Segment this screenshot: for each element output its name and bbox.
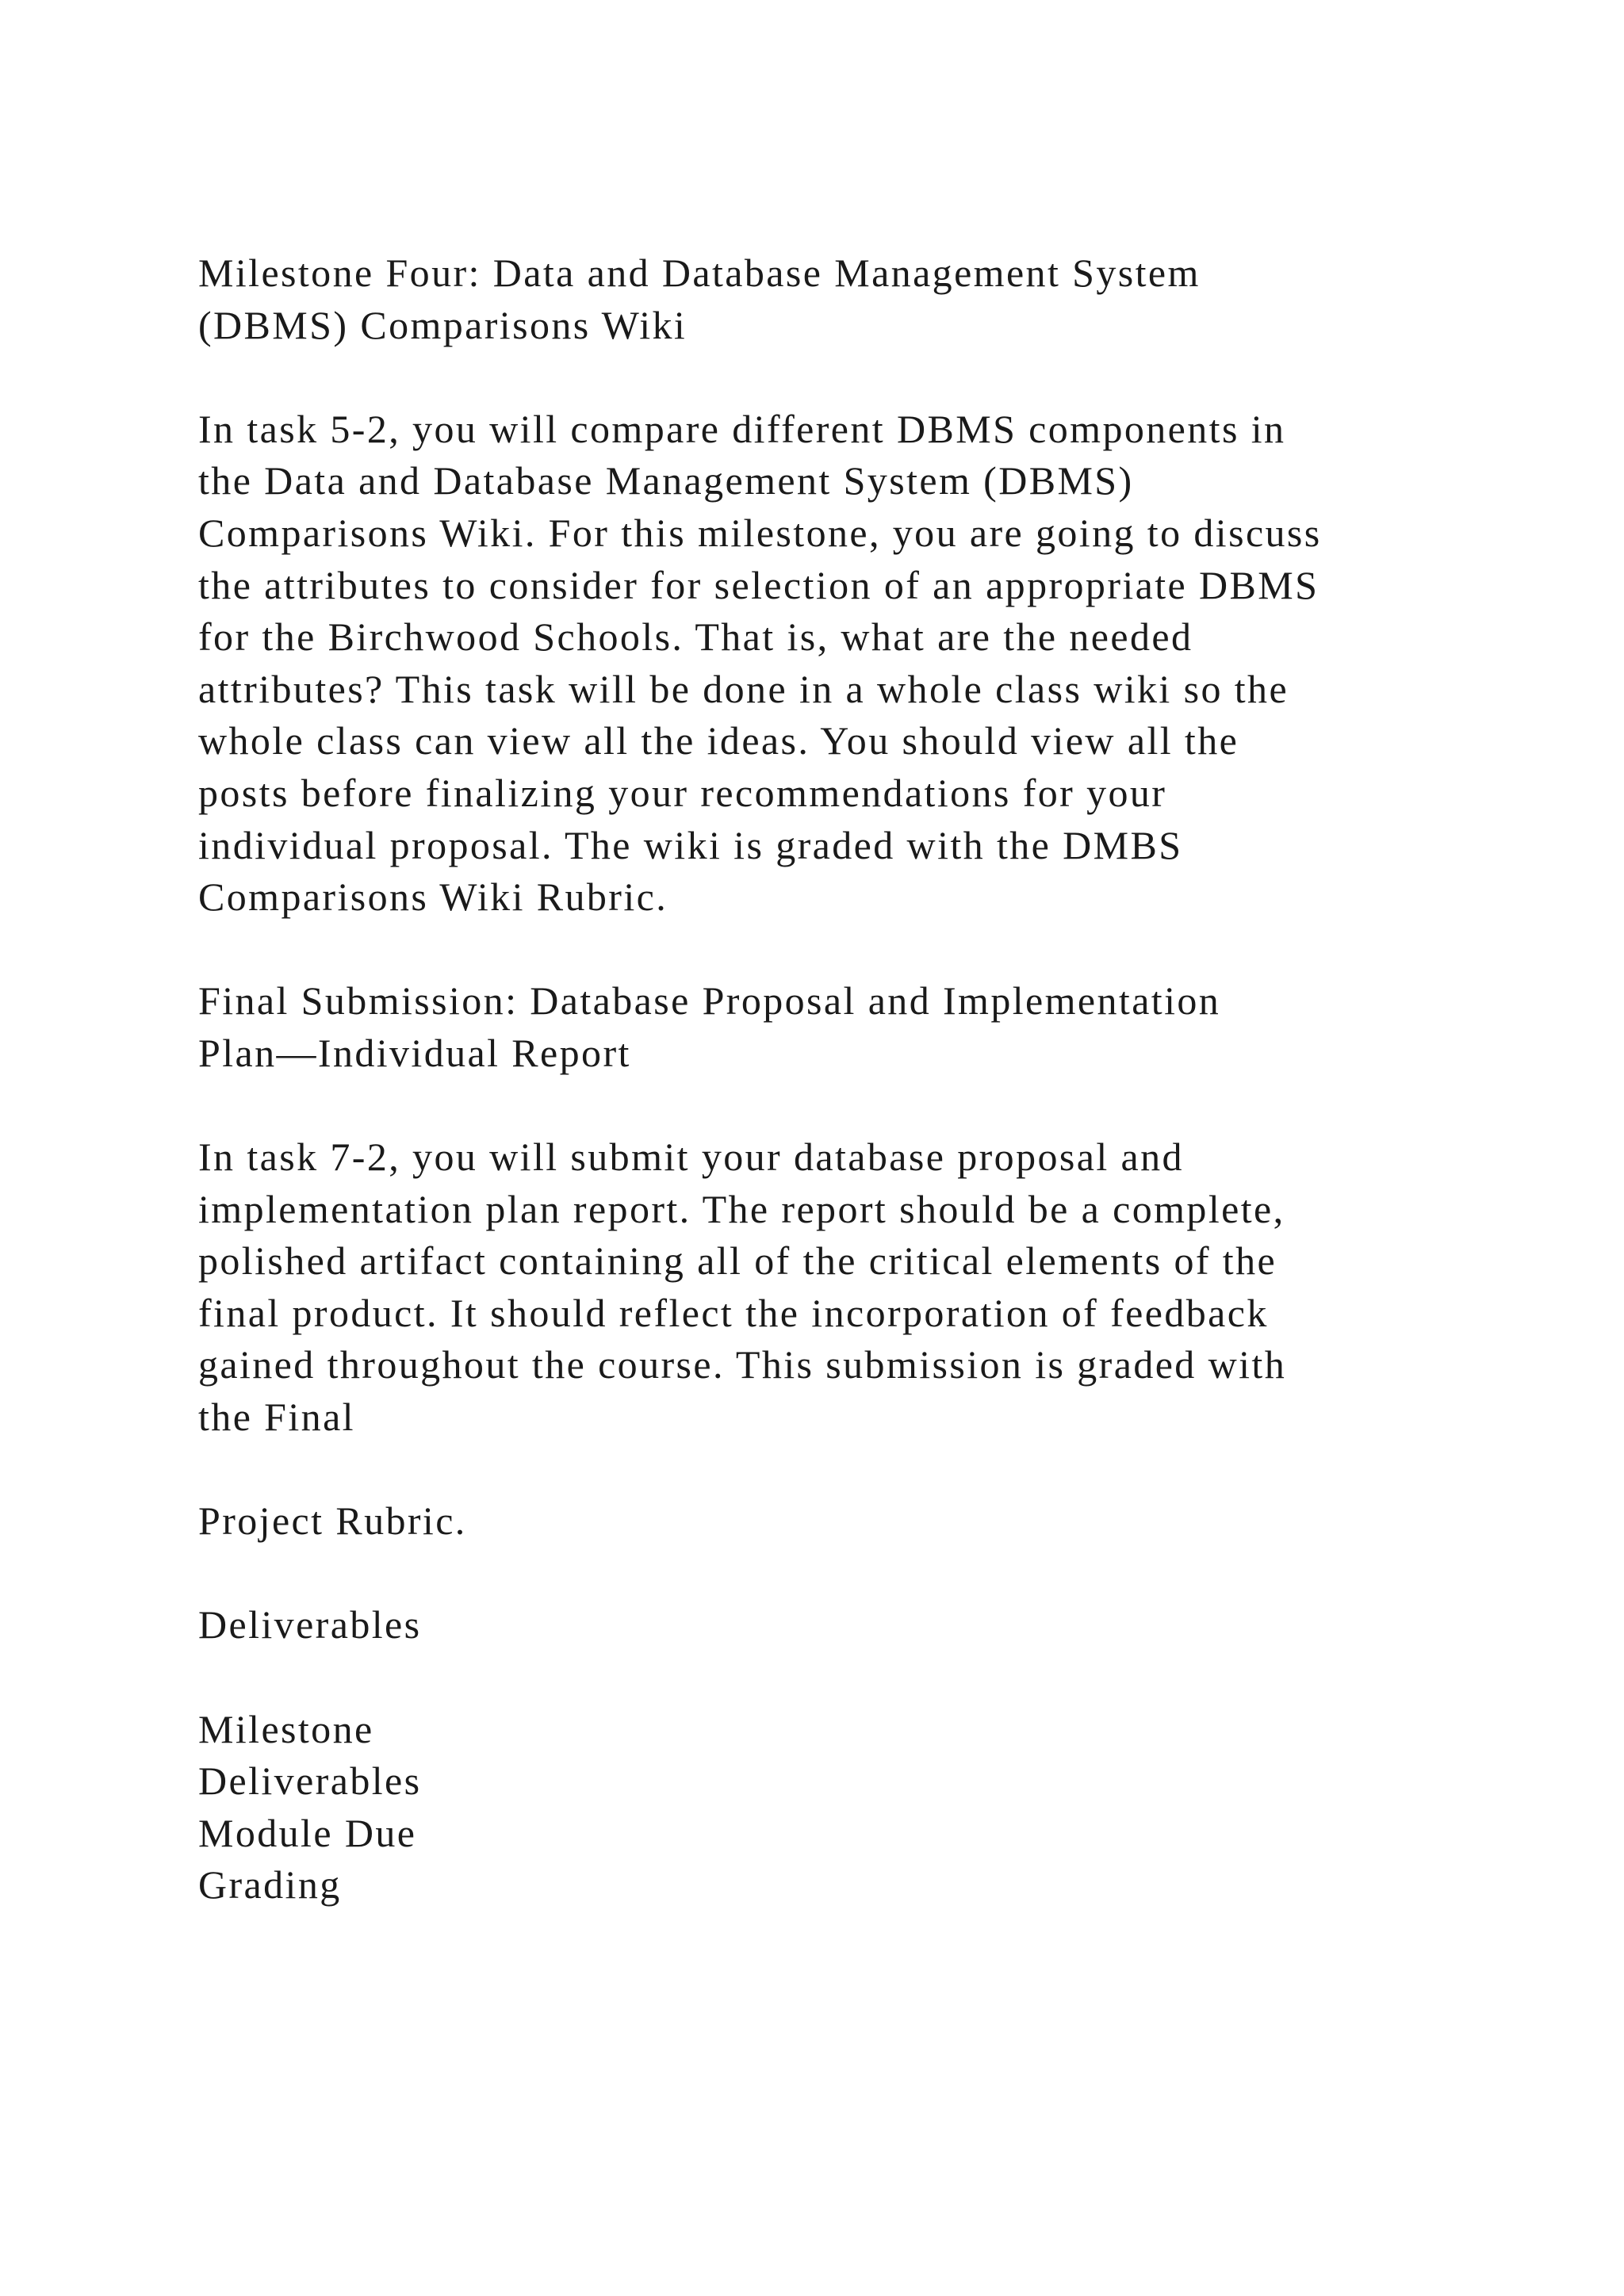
paragraph-line: Comparisons Wiki. For this milestone, you are going to discuss (198, 510, 1322, 555)
paragraph-line: the Final (198, 1395, 355, 1440)
paragraph-spacer (198, 924, 1451, 976)
paragraph-line: the attributes to consider for selection of an appropriate DBMS (198, 562, 1320, 607)
paragraph-spacer (198, 1080, 1451, 1132)
paragraph-spacer (198, 351, 1451, 404)
paragraph-line: final product. It should reflect the incorporation of feedback (198, 1290, 1269, 1335)
table-header-cell-milestone: Milestone (198, 1706, 374, 1751)
milestone-four-heading-line: (DBMS) Comparisons Wiki (198, 302, 688, 347)
paragraph-line: whole class can view all the ideas. You should view all the (198, 718, 1239, 763)
document-content (198, 247, 1451, 1911)
paragraph-line: for the Birchwood Schools. That is, what are the needed (198, 614, 1193, 660)
paragraph-line: In task 5-2, you will compare different DBMS components in (198, 406, 1286, 451)
paragraph-spacer (198, 1651, 1451, 1704)
paragraph-line: Comparisons Wiki Rubric. (198, 874, 668, 920)
paragraph-line: gained throughout the course. This submission is graded with (198, 1342, 1287, 1387)
paragraph-line: attributes? This task will be done in a whole class wiki so the (198, 666, 1289, 711)
milestone-four-heading (198, 247, 1451, 351)
paragraph-line: implementation plan report. The report should be a complete, (198, 1186, 1285, 1231)
final-submission-heading (198, 975, 1451, 1079)
final-submission-paragraph (198, 1131, 1451, 1444)
milestone-four-heading-line: Milestone Four: Data and Database Management System (198, 251, 1201, 295)
final-submission-heading-line: Final Submission: Database Proposal and Implementation (198, 978, 1221, 1024)
table-header-cell-module-due: Module Due (198, 1810, 417, 1855)
paragraph-spacer (198, 1548, 1451, 1600)
paragraph-line: In task 7-2, you will submit your database proposal and (198, 1135, 1184, 1180)
paragraph-line: individual proposal. The wiki is graded with the DMBS (198, 822, 1183, 867)
final-submission-heading-line: Plan—Individual Report (198, 1030, 631, 1075)
milestone-four-paragraph (198, 404, 1451, 924)
paragraph-line: the Data and Database Management System (DBMS) (198, 458, 1134, 503)
deliverables-heading: Deliverables (198, 1602, 422, 1647)
paragraph-line: posts before finalizing your recommendations for your (198, 770, 1167, 815)
table-header-cell-deliverables: Deliverables (198, 1758, 422, 1804)
deliverables-table-header (198, 1704, 1451, 1911)
project-rubric-text: Project Rubric. (198, 1498, 467, 1544)
table-header-cell-grading: Grading (198, 1862, 342, 1908)
paragraph-line: polished artifact containing all of the critical elements of the (198, 1238, 1277, 1284)
paragraph-spacer (198, 1444, 1451, 1496)
